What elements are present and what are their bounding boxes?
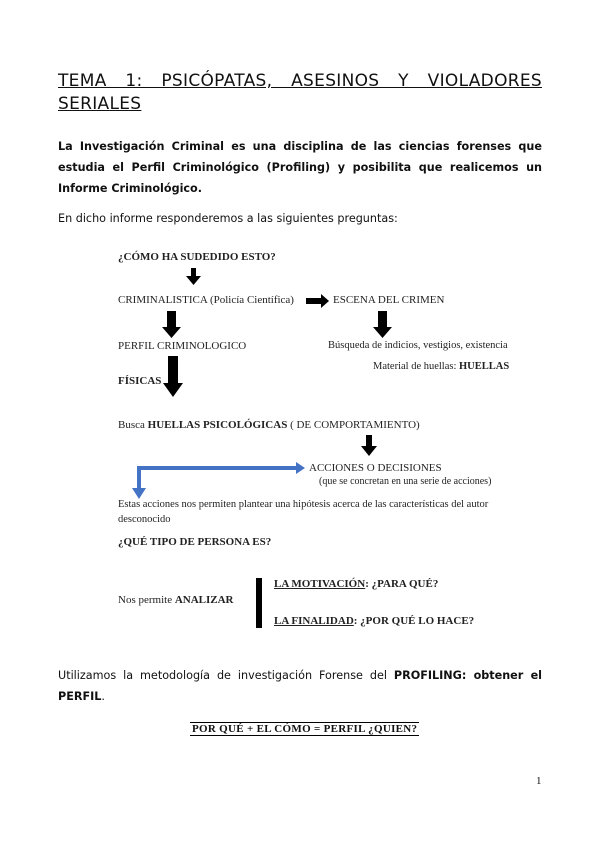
perfil-criminologico-label: PERFIL CRIMINOLOGICO [118,340,247,352]
profiling-bold: PROFILING: obtener el [393,669,542,682]
huellas-psicologicas-bold: HUELLAS PSICOLÓGICAS [147,419,288,431]
finalidad-label: LA FINALIDAD [274,615,354,627]
page-number: 1 [536,775,542,787]
huellas-bold: HUELLAS [459,361,510,372]
busca-huellas-text [118,419,420,431]
intro-line-3: Informe Criminológico. [58,182,202,195]
method-line-2 [58,686,542,707]
finalidad-question: : ¿POR QUÉ LO HACE? [353,615,475,627]
nos-permite-text [118,594,234,606]
analizar-bold: ANALIZAR [174,594,234,606]
method-prefix: Utilizamos la metodología de investigación Forense del [58,669,394,682]
material-huellas-text [373,361,509,372]
busca-prefix: Busca [118,419,145,431]
motivacion-row [274,578,438,590]
down-arrow-icon [186,268,201,285]
permite-prefix: Nos permite [118,594,173,606]
down-arrow-icon [163,356,183,397]
motivacion-label: LA MOTIVACIÓN [274,578,366,590]
estas-acciones-line1: Estas acciones nos permiten plantear una hipótesis acerca de las características del autor [118,499,489,510]
blue-bent-arrow-icon [132,462,305,499]
down-arrow-icon [373,311,392,338]
material-prefix: Material de huellas: [373,361,457,372]
intro-line-2: estudia el Perfil Criminológico (Profiling) y posibilita que realicemos un [58,161,542,174]
acciones-label: ACCIONES O DECISIONES [309,462,442,474]
finalidad-row [274,615,474,627]
busqueda-indicios-text: Búsqueda de indicios, vestigios, existencia [328,340,508,351]
motivacion-question: : ¿PARA QUÉ? [365,578,439,590]
page-title: TEMA 1: PSICÓPATAS, ASESINOS Y VIOLADORES [58,71,542,91]
estas-acciones-line2: desconocido [118,514,171,525]
question-how: ¿CÓMO HA SUDEDIDO ESTO? [118,251,276,263]
down-arrow-icon [162,311,181,338]
method-period: . [101,690,105,703]
right-arrow-icon [306,294,329,308]
method-line-1 [58,665,542,686]
acciones-subtext: (que se concretan en una serie de acciones) [319,476,492,487]
lead-text: En dicho informe responderemos a las siguientes preguntas: [58,212,398,225]
perfil-bold: PERFIL [58,690,102,703]
escena-crimen-label: ESCENA DEL CRIMEN [333,294,445,306]
profiling-formula: POR QUÉ + EL CÓMO = PERFIL ¿QUIEN? [192,723,418,735]
intro-line-1: La Investigación Criminal es una disciplina de las ciencias forenses que [58,140,542,153]
page-title-line2: SERIALES [58,94,142,114]
criminalistica-label: CRIMINALISTICA (Policía Científica) [118,294,294,306]
busca-suffix: ( DE COMPORTAMIENTO) [290,419,420,431]
question-who: ¿QUÉ TIPO DE PERSONA ES? [118,536,272,548]
analyze-bracket-bar [256,578,262,628]
fisicas-label: FÍSICAS [118,375,162,387]
down-arrow-icon [361,435,377,456]
